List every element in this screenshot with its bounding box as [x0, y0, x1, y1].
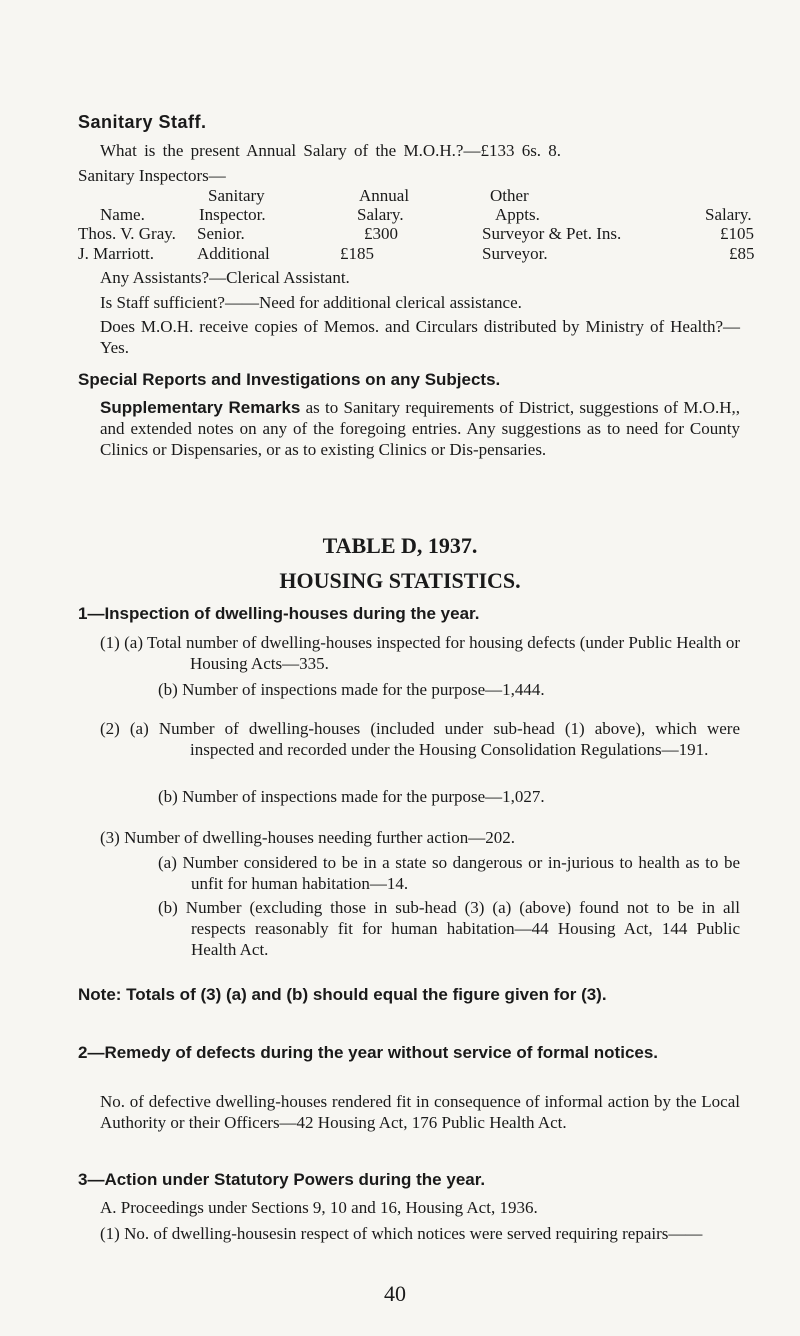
page-number: 40 [384, 1281, 406, 1306]
inspectors-label: Sanitary Inspectors— [78, 166, 226, 185]
section-3-item-1: (1) No. of dwelling-housesin respect of which notices were served requiring repairs—— [100, 1224, 703, 1243]
sanitary-staff-heading: Sanitary Staff. [78, 112, 207, 132]
section-3-heading: 3—Action under Statutory Powers during the year. [78, 1170, 486, 1189]
sufficient-line: Is Staff sufficient?——Need for additional clerical assistance. [100, 293, 522, 312]
header-sanitary: Sanitary [208, 186, 265, 205]
assistants-line: Any Assistants?—Clerical Assistant. [100, 268, 350, 287]
housing-statistics-title: HOUSING STATISTICS. [279, 568, 521, 593]
item-1b: (b) Number of inspections made for the purpose—1,444. [158, 680, 545, 699]
memos-paragraph: Does M.O.H. receive copies of Memos. and Circulars distributed by Ministry of Health?—Yes. [100, 317, 740, 357]
section-1-heading: 1—Inspection of dwelling-houses during the year. [78, 604, 480, 623]
item-3: (3) Number of dwelling-houses needing further action—202. [100, 828, 515, 847]
section-3-a: A. Proceedings under Sections 9, 10 and 16, Housing Act, 1936. [100, 1198, 538, 1217]
supplementary-label: Supplementary Remarks [100, 398, 301, 417]
header-appts: Appts. [495, 205, 540, 224]
special-reports-heading: Special Reports and Investigations on any Subjects. [78, 370, 501, 389]
header-inspector: Inspector. [199, 205, 266, 224]
supplementary-text: as to Sanitary requirements of District, suggestions of M.O.H,, and extended notes on any of the foregoing entries. Any suggestions as to need for County Clinics or Dispensaries, or as to existing Clinics or Dis-pensaries. [100, 398, 740, 459]
item-3b: (b) Number (excluding those in sub-head (3) (a) (above) found not to be in all respects reasonably fit for human habitation—44 Housing Act, 144 Public Health Act. [158, 898, 740, 959]
moh-salary-line: What is the present Annual Salary of the M.O.H.?—£133 6s. 8. [100, 141, 562, 160]
note-paragraph: Note: Totals of (3) (a) and (b) should equal the figure given for (3). [78, 985, 607, 1004]
row-2-salary: £185 [340, 244, 374, 263]
supplementary-paragraph [100, 397, 740, 460]
row-2-salary-2: £85 [729, 244, 755, 263]
row-2-name: J. Marriott. [78, 244, 155, 263]
header-salary-2: Salary. [705, 205, 752, 224]
section-2-text: No. of defective dwelling-houses rendered fit in consequence of informal action by the Local Authority or their Officers—42 Housing Act, 176 Public Health Act. [100, 1092, 740, 1132]
item-3a: (a) Number considered to be in a state so dangerous or in-jurious to health as to be unfit for human habitation—14. [158, 853, 740, 893]
row-1-appts: Surveyor & Pet. Ins. [482, 224, 622, 243]
row-1-salary-2: £105 [720, 224, 754, 243]
row-2-appts: Surveyor. [482, 244, 548, 263]
header-annual: Annual [359, 186, 410, 205]
row-1-inspector: Senior. [197, 224, 245, 243]
row-1-name: Thos. V. Gray. [78, 224, 176, 243]
header-other: Other [490, 186, 529, 205]
item-2a: (2) (a) Number of dwelling-houses (included under sub-head (1) above), which were inspected and recorded under the Housing Consolidation Regulations—191. [100, 719, 740, 759]
table-d-title: TABLE D, 1937. [322, 533, 478, 558]
row-1-salary: £300 [364, 224, 398, 243]
section-2-heading: 2—Remedy of defects during the year without service of formal notices. [78, 1043, 659, 1062]
item-1a: (1) (a) Total number of dwelling-houses inspected for housing defects (under Public Health or Housing Acts—335. [100, 633, 740, 673]
row-2-inspector: Additional [197, 244, 270, 263]
header-name: Name. [100, 205, 145, 224]
item-2b: (b) Number of inspections made for the purpose—1,027. [158, 787, 545, 806]
header-salary: Salary. [357, 205, 404, 224]
